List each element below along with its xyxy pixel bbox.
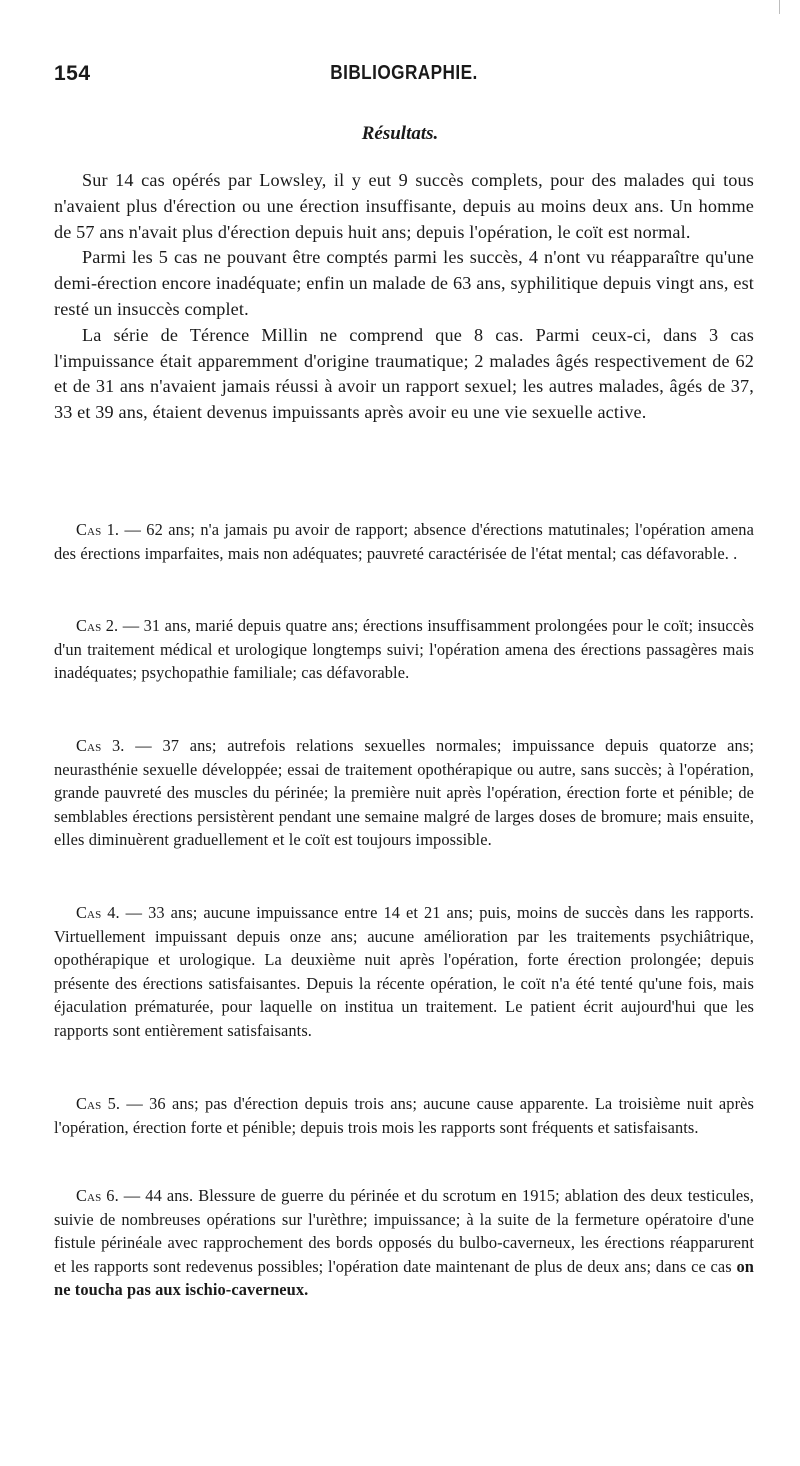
case-text: — 44 ans. Blessure de guerre du périnée et du scrotum en 1915; ablation des deux testicules, suivie de nombreuses opérations sur l'urèthre; impuissance; à la suite de la fermeture opératoire d'une fistule périnéale avec rapprochement des bords opposés du bulbo-caverneux, les érections réapparurent et les rapports sont redevenus possibles; l'opération date maintenant de plus de deux ans; dans ce cas: [54, 1186, 754, 1276]
case-text: — 62 ans; n'a jamais pu avoir de rapport; absence d'érections matutinales; l'opération amena des érections imparfaites, mais non adéquates; pauvreté caractérisée de l'état mental; cas défavorable. .: [54, 520, 754, 563]
case-3: [54, 734, 754, 852]
case-text-emphasis: on ne toucha pas aux ischio-caverneux.: [54, 1256, 754, 1300]
case-6: [54, 1184, 754, 1302]
running-title: BIBLIOGRAPHIE.: [330, 62, 478, 84]
case-label: Cas 3.: [76, 736, 125, 755]
case-1: [54, 518, 754, 565]
page-number: 154: [54, 62, 91, 85]
case-text: — 37 ans; autrefois relations sexuelles normales; impuissance depuis quatorze ans; neurasthénie sexuelle développée; essai de traitement opothérapique ou autre, sans succès; à l'opération, grande pauvreté des muscles du périnée; la première nuit après l'opération, érection forte et pénible; de semblables érections persistèrent pendant une semaine malgré de larges doses de bromure; mais ensuite, elles diminuèrent graduellement et le coït est toujours impossible.: [54, 736, 754, 850]
case-text: — 36 ans; pas d'érection depuis trois ans; aucune cause apparente. La troisième nuit après l'opération, érection forte et pénible; depuis trois mois les rapports sont fréquents et satisfaisants.: [54, 1094, 754, 1137]
paragraph-lowsley: Sur 14 cas opérés par Lowsley, il y eut 9 succès complets, pour des malades qui tous n'avaient plus d'érection ou une érection insuffisante, depuis au moins deux ans. Un homme de 57 ans n'avait plus d'érection depuis huit ans; depuis l'opération, le coït est normal.: [54, 170, 754, 242]
summary-text: [54, 168, 754, 426]
case-label: Cas 2.: [76, 616, 119, 635]
scan-artifact: [779, 0, 780, 14]
case-4: [54, 901, 754, 1043]
case-5: [54, 1092, 754, 1139]
paragraph-failures: Parmi les 5 cas ne pouvant être comptés parmi les succès, 4 n'ont vu réapparaître qu'une demi-érection encore inadéquate; enfin un malade de 63 ans, syphilitique depuis vingt ans, est resté un insuccès complet.: [54, 247, 754, 319]
case-label: Cas 6.: [76, 1186, 119, 1205]
paragraph-millin: La série de Térence Millin ne comprend que 8 cas. Parmi ceux-ci, dans 3 cas l'impuissance était apparemment d'origine traumatique; 2 malades âgés respectivement de 62 et de 31 ans n'avaient jamais réussi à avoir un rapport sexuel; les autres malades, âgés de 37, 33 et 39 ans, étaient devenus impuissants après avoir eu une vie sexuelle active.: [54, 324, 754, 423]
case-text: — 31 ans, marié depuis quatre ans; érections insuffisamment prolongées pour le coït; insuccès d'un traitement médical et urologique longtemps suivi; l'opération amena des érections passagères mais inadéquates; psychopathie familiale; cas défavorable.: [54, 616, 754, 683]
case-label: Cas 1.: [76, 520, 120, 539]
section-title: Résultats.: [361, 123, 439, 144]
case-2: [54, 614, 754, 685]
case-text: — 33 ans; aucune impuissance entre 14 et 21 ans; puis, moins de succès dans les rapports. Virtuellement impuissant depuis onze ans; aucune amélioration par les traitements psychiâtrique, opothérapique et urologique. La deuxième nuit après l'opération, forte érection prolongée; depuis présente des érections satisfaisantes. Depuis la récente opération, le coït n'a été tenté qu'une fois, mais éjaculation prématurée, pour laquelle on institua un traitement. Le patient écrit aujourd'hui que les rapports sont entièrement satisfaisants.: [54, 903, 754, 1040]
case-label: Cas 4.: [76, 903, 120, 922]
page-header: [54, 62, 754, 92]
case-label: Cas 5.: [76, 1094, 121, 1113]
